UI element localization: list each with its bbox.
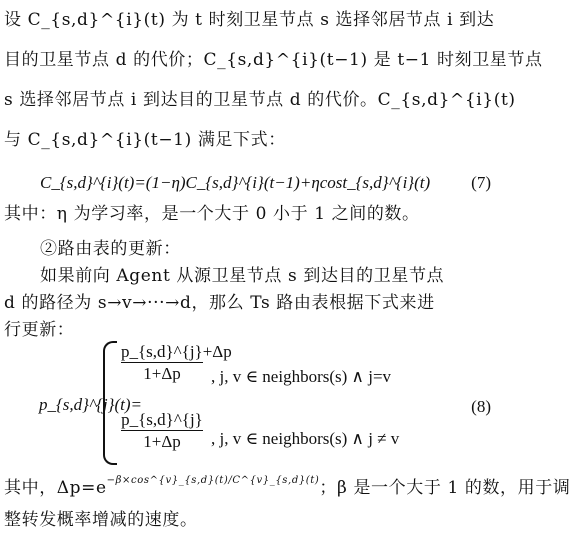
equation-7-number: (7) (471, 173, 491, 192)
equation-7: C_{s,d}^{i}(t)=(1−η)C_{s,d}^{i}(t−1)+ηcost_{s,d}^{i}(t) (40, 173, 431, 192)
equation-8-case-2-denominator: 1+Δp (143, 432, 181, 451)
paragraph-line-2: 目的卫星节点 d 的代价；C_{s,d}^{i}(t−1) 是 t−1 时刻卫星节点 (4, 50, 543, 70)
equation-8-case-1-fraction (121, 342, 232, 383)
paragraph-line-5: 其中：η 为学习率，是一个大于 0 小于 1 之间的数。 (4, 204, 420, 224)
equation-8-case-2-fraction-bar (121, 430, 203, 431)
delta-p-prefix: 其中，Δp=e (4, 478, 107, 498)
paragraph-line-10 (4, 475, 570, 498)
delta-p-suffix: ；β 是一个大于 1 的数，用于调 (319, 478, 570, 498)
paragraph-line-9: 行更新： (4, 320, 75, 340)
equation-8-case-1-condition: , j, v ∈ neighbors(s) ∧ j=v (211, 367, 392, 386)
equation-8-brace (103, 341, 117, 465)
paragraph-line-4: 与 C_{s,d}^{i}(t−1) 满足下式： (4, 130, 286, 150)
equation-8-case-1-numerator: p_{s,d}^{j}+Δp (121, 342, 232, 361)
paragraph-line-7: 如果前向 Agent 从源卫星节点 s 到达目的卫星节点 (40, 266, 445, 286)
equation-8-number: (8) (471, 397, 491, 416)
equation-8-lhs: p_{s,d}^{j}(t)= (39, 395, 142, 414)
equation-8-case-2-numerator: p_{s,d}^{j} (121, 410, 203, 429)
equation-8-case-2-condition: , j, v ∈ neighbors(s) ∧ j ≠ v (211, 429, 400, 448)
paragraph-line-3: s 选择邻居节点 i 到达目的卫星节点 d 的代价。C_{s,d}^{i}(t) (4, 90, 516, 110)
equation-8-case-1-denominator: 1+Δp (143, 364, 181, 383)
equation-8-case-1-fraction-bar (121, 362, 203, 363)
delta-p-exponent: −β×cos^{v}_{s,d}(t)/C^{v}_{s,d}(t) (106, 475, 320, 486)
section-heading: ②路由表的更新： (40, 239, 181, 259)
equation-8-case-2-fraction (121, 411, 203, 450)
paragraph-line-1: 设 C_{s,d}^{i}(t) 为 t 时刻卫星节点 s 选择邻居节点 i 到达 (4, 10, 495, 30)
paragraph-line-8: d 的路径为 s→v→···→d，那么 Ts 路由表根据下式来进 (4, 293, 435, 313)
paragraph-line-11: 整转发概率增减的速度。 (4, 510, 198, 530)
